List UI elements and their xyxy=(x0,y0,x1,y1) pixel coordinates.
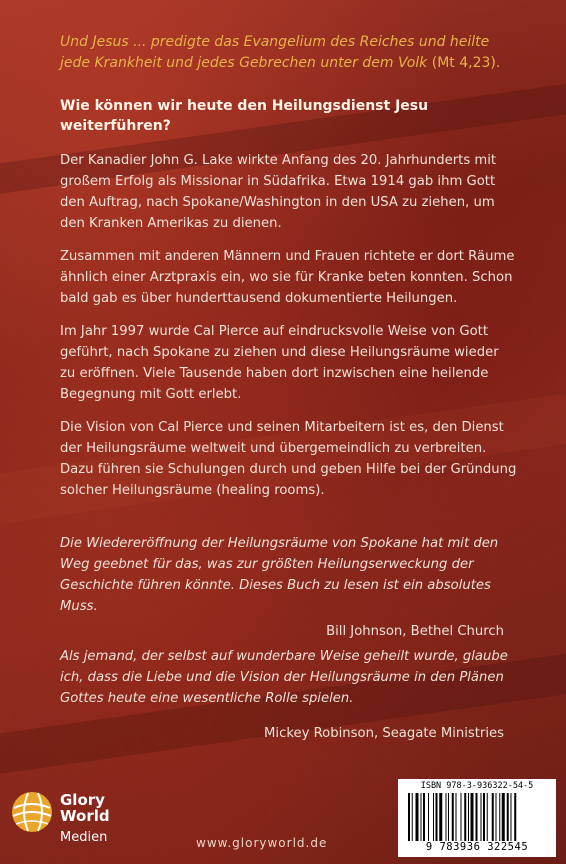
intro-quote xyxy=(60,32,518,74)
isbn-text: ISBN 978-3-936322-54-5 xyxy=(420,781,534,791)
paragraph: Zusammen mit anderen Männern und Frauen richtete er dort Räume ähnlich einer Arztpraxis ein, wo sie für Kranke beten konnten. Schon bald gab es über hunderttausend dokumentierte Heilungen. xyxy=(60,249,515,306)
paragraph: Der Kanadier John G. Lake wirkte Anfang des 20. Jahrhunderts mit großem Erfolg als Missionar in Südafrika. Etwa 1914 gab ihm Gott den Auftrag, nach Spokane/Washington in den USA zu ziehen, um den Kranken Amerikas zu dienen. xyxy=(60,153,497,231)
endorsement-author: Mickey Robinson, Seagate Ministries xyxy=(264,726,504,741)
endorsement-quote: Die Wiedereröffnung der Heilungsräume von Spokane hat mit den Weg geebnet für das, was zur größten Heilungserweckung der Geschichte führen könnte. Dieses Buch zu lesen ist ein absolutes Muss. xyxy=(60,536,499,614)
paragraph: Im Jahr 1997 wurde Cal Pierce auf eindrucksvolle Weise von Gott geführt, nach Spokane zu ziehen und diese Heilungsräume wieder zu eröffnen. Viele Tausende haben dort inzwischen eine heilende Begegnung mit Gott erlebt. xyxy=(60,324,499,402)
intro-reference: (Mt 4,23). xyxy=(431,55,501,71)
intro-line-2: jede Krankheit und jedes Gebrechen unter dem Volk xyxy=(60,55,428,71)
barcode-number: 9 783936 322545 xyxy=(425,841,529,853)
globe-icon xyxy=(10,790,54,834)
barcode-bars xyxy=(408,793,548,841)
publisher-logo xyxy=(10,786,150,852)
back-cover-text xyxy=(60,32,518,748)
endorsement-quote: Als jemand, der selbst auf wunderbare Weise geheilt wurde, glaube ich, dass die Liebe und die Vision der Heilungsräume in den Plänen Gottes heute eine wesentliche Rolle spielen. xyxy=(60,649,508,706)
publisher-name-line-1: Glory xyxy=(60,791,105,809)
isbn-barcode xyxy=(398,779,556,857)
publisher-name-line-3: Medien xyxy=(60,830,108,845)
headline-question: Wie können wir heute den Heilungsdienst Jesu weiterführen? xyxy=(60,98,429,134)
publisher-website: www.gloryworld.de xyxy=(196,836,328,850)
endorsement-author: Bill Johnson, Bethel Church xyxy=(326,624,504,639)
paragraph: Die Vision von Cal Pierce und seinen Mitarbeitern ist es, den Dienst der Heilungsräume weltweit und übergemeindlich zu verbreiten. Dazu führen sie Schulungen durch und geben Hilfe bei der Gründung solcher Heilungsräume (healing rooms). xyxy=(60,420,517,498)
publisher-name-line-2: World xyxy=(60,807,110,825)
intro-line-1: Und Jesus ... predigte das Evangelium des Reiches und heilte xyxy=(60,34,490,50)
